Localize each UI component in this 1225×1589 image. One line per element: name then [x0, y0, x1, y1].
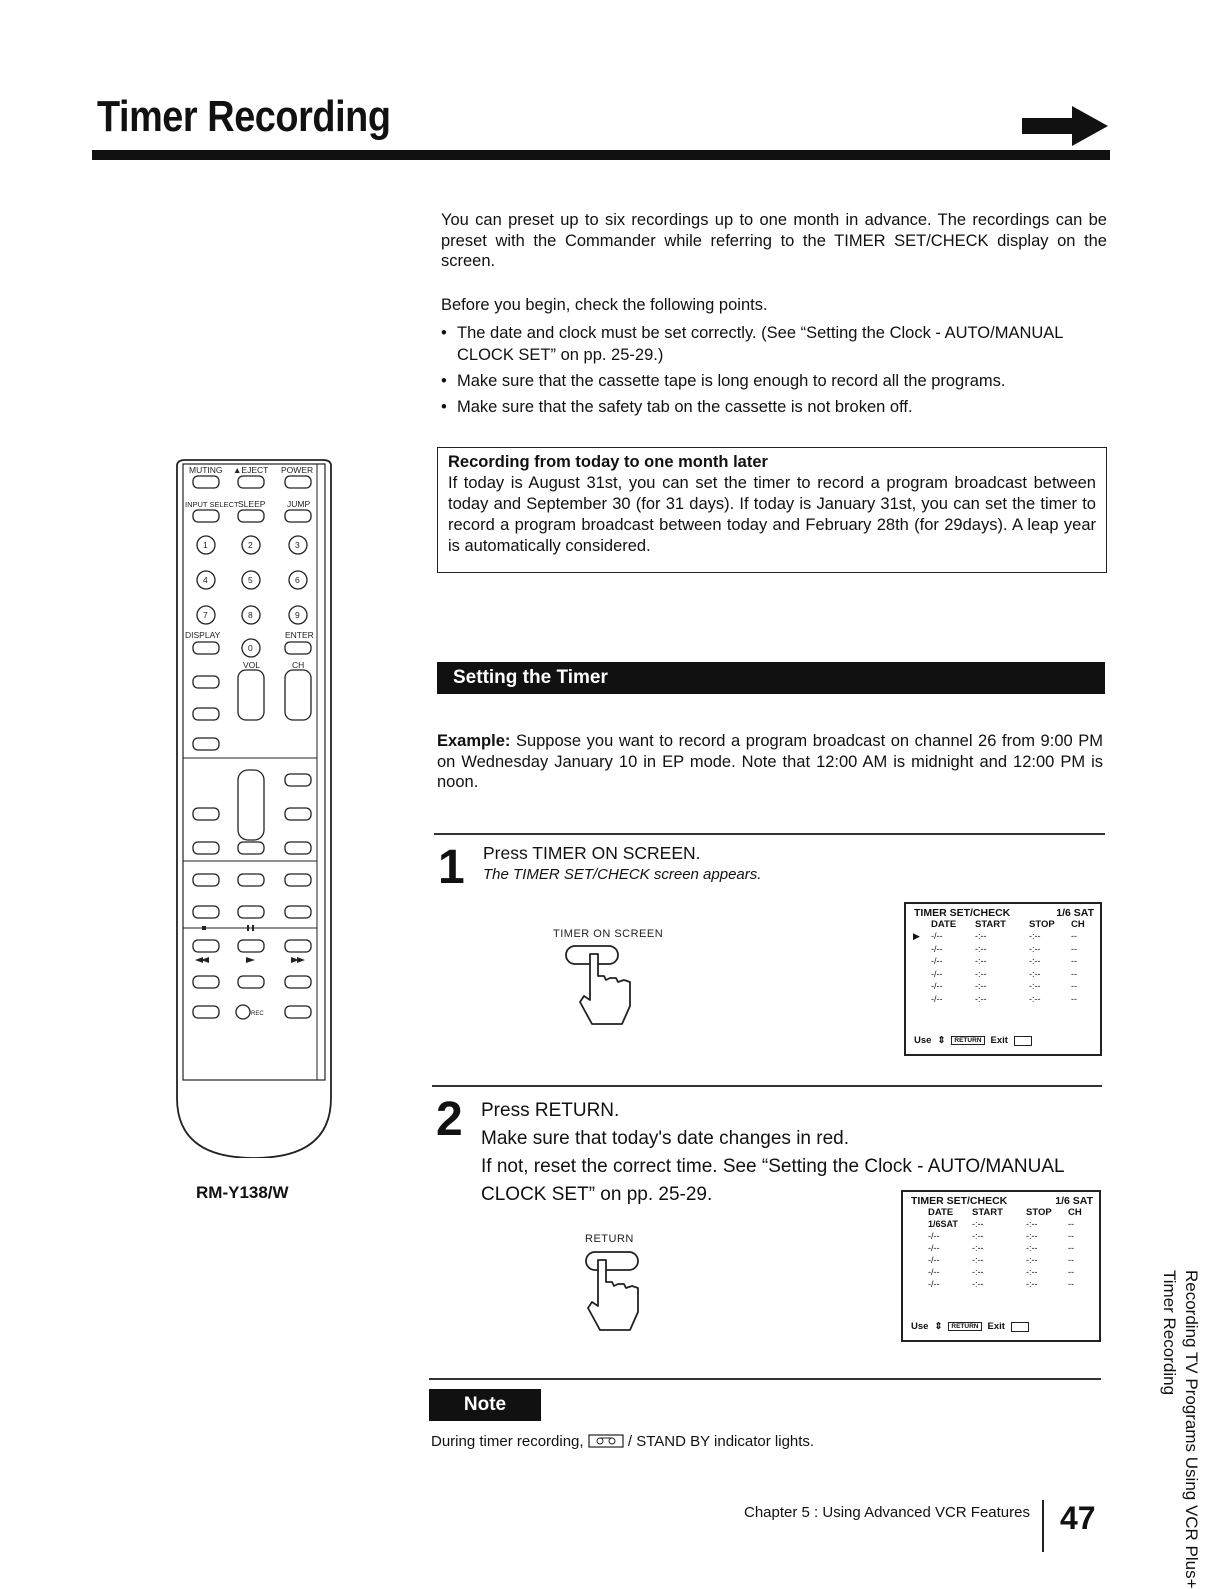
screen-footer-exit: Exit — [990, 1035, 1008, 1046]
note-text-part: / STAND BY indicator lights. — [623, 1433, 815, 1450]
updown-icon: ⇕ — [934, 1321, 943, 1332]
remote-control-illustration — [171, 458, 337, 1158]
timer-key-icon — [1011, 1322, 1029, 1332]
screen-title: TIMER SET/CHECK — [914, 907, 1011, 919]
col-header: CH — [1071, 919, 1085, 930]
side-tab-label: Timer Recording — [1160, 1270, 1179, 1396]
checklist-item: • Make sure that the safety tab on the cassette is not broken off. — [441, 396, 1107, 418]
remote-label: POWER — [281, 465, 314, 475]
step-result: The TIMER SET/CHECK screen appears. — [483, 866, 762, 883]
remote-digit: 6 — [295, 575, 300, 585]
note-label: Note — [429, 1389, 541, 1421]
footer-divider — [1042, 1500, 1044, 1552]
checklist — [441, 322, 1107, 418]
remote-label: INPUT SELECT — [185, 500, 239, 509]
remote-label: SLEEP — [238, 499, 266, 509]
table-row: 1/6SAT -:-- -:-- -- — [928, 1219, 1074, 1229]
info-box — [437, 447, 1107, 573]
page-number: 47 — [1060, 1500, 1096, 1536]
remote-label: ENTER — [285, 630, 314, 640]
col-header: STOP — [1029, 919, 1055, 930]
col-header: DATE — [931, 919, 957, 930]
remote-digit: 7 — [203, 610, 208, 620]
example-label: Example: — [437, 732, 511, 750]
checklist-item: • Make sure that the cassette tape is long enough to record all the programs. — [441, 370, 1107, 392]
timer-setcheck-screen-1 — [904, 902, 1102, 1056]
note-divider — [429, 1378, 1101, 1380]
table-row: -/-- -:-- -:-- -- — [928, 1279, 1074, 1289]
col-header: START — [975, 919, 1006, 930]
section-banner — [437, 662, 1105, 694]
screen-counter: 1/6 SAT — [1056, 907, 1094, 919]
cursor-arrow-icon: ▶ — [913, 931, 920, 941]
chapter-footer: Chapter 5 : Using Advanced VCR Features — [744, 1504, 1030, 1521]
step-number: 1 — [438, 841, 465, 894]
example-paragraph — [437, 731, 1103, 793]
remote-model-label: RM-Y138/W — [196, 1183, 289, 1202]
side-tab — [1141, 1270, 1201, 1589]
section-heading: Setting the Timer — [453, 667, 608, 688]
remote-label: DISPLAY — [185, 630, 221, 640]
timer-setcheck-screen-2 — [901, 1190, 1101, 1342]
col-header: DATE — [928, 1207, 954, 1218]
remote-label: JUMP — [287, 499, 311, 509]
step-line: CLOCK SET” on pp. 25-29. — [481, 1184, 713, 1205]
step-divider — [434, 833, 1105, 835]
remote-digit: 9 — [295, 610, 300, 620]
remote-digit: 8 — [248, 610, 253, 620]
title-rule — [92, 150, 1110, 160]
checklist-item: • The date and clock must be set correctly. (See “Setting the Clock - AUTO/MANUAL CLOCK SET” on pp. 25-29.) — [441, 322, 1107, 366]
page-title: Timer Recording — [97, 92, 391, 141]
col-header: STOP — [1026, 1207, 1052, 1218]
note-text — [431, 1433, 814, 1450]
next-page-arrow-icon — [1020, 106, 1110, 146]
step-divider — [432, 1085, 1102, 1087]
step-line: Press RETURN. — [481, 1100, 620, 1121]
before-you-begin — [441, 295, 1107, 422]
remote-digit: 3 — [295, 540, 300, 550]
col-header: START — [972, 1207, 1003, 1218]
table-row: -/-- -:-- -:-- -- — [931, 968, 1077, 979]
table-row: -/-- -:-- -:-- -- — [928, 1267, 1074, 1277]
screen-title: TIMER SET/CHECK — [911, 1195, 1008, 1207]
table-row: -/-- -:-- -:-- -- — [928, 1255, 1074, 1265]
button-label: RETURN — [585, 1233, 634, 1245]
step-instruction: Press TIMER ON SCREEN. — [483, 843, 701, 863]
pressing-hand-icon — [560, 940, 650, 1032]
before-heading: Before you begin, check the following points. — [441, 296, 768, 314]
example-text: Suppose you want to record a program broadcast on channel 26 from 9:00 PM on Wednesday January 10 in EP mode. Note that 12:00 AM is midnight and 12:00 PM is noon. — [437, 732, 1103, 791]
timer-key-icon — [1014, 1036, 1032, 1046]
info-box-text: If today is August 31st, you can set the timer to record a program broadcast between today and September 30 (for 31 days). If today is January 31st, you can set the timer to record a program broadcast between today and February 28th (for 29days). A leap year is automatically considered. — [448, 474, 1096, 555]
pressing-hand-icon — [564, 1246, 654, 1338]
screen-counter: 1/6 SAT — [1055, 1195, 1093, 1207]
button-label: TIMER ON SCREEN — [553, 928, 664, 940]
side-tab-label: Recording TV Programs Using VCR Plus+ — [1182, 1270, 1201, 1589]
step-number: 2 — [436, 1093, 463, 1146]
col-header: CH — [1068, 1207, 1082, 1218]
table-row: -/-- -:-- -:-- -- — [931, 931, 1077, 941]
remote-label: ▲EJECT — [233, 465, 269, 475]
info-box-heading: Recording from today to one month later — [448, 453, 768, 471]
note-text-part: During timer recording, — [431, 1433, 588, 1450]
table-row: -/-- -:-- -:-- -- — [931, 943, 1077, 954]
screen-footer-use: Use — [914, 1035, 932, 1046]
table-row: -/-- -:-- -:-- -- — [931, 981, 1077, 991]
intro-paragraph: You can preset up to six recordings up to one month in advance. The recordings can be preset with the Commander while referring to the TIMER SET/CHECK display on the screen. — [441, 211, 1107, 270]
table-row: -/-- -:-- -:-- -- — [931, 993, 1077, 1004]
return-key-icon: RETURN — [948, 1322, 981, 1331]
timer-indicator-icon — [588, 1434, 624, 1448]
table-row: -/-- -:-- -:-- -- — [928, 1231, 1074, 1241]
remote-digit: 4 — [203, 575, 208, 585]
remote-label: VOL — [243, 660, 261, 670]
remote-label: MUTING — [189, 465, 223, 475]
remote-digit: 2 — [248, 540, 253, 550]
table-row: -/-- -:-- -:-- -- — [931, 956, 1077, 966]
step-line: If not, reset the correct time. See “Setting the Clock - AUTO/MANUAL — [481, 1156, 1065, 1177]
remote-label: REC — [251, 1011, 264, 1017]
remote-digit: 0 — [248, 643, 253, 653]
step-line: Make sure that today's date changes in red. — [481, 1128, 850, 1149]
updown-icon: ⇕ — [937, 1035, 946, 1046]
screen-footer-use: Use — [911, 1321, 929, 1332]
remote-digit: 5 — [248, 575, 253, 585]
table-row: -/-- -:-- -:-- -- — [928, 1243, 1074, 1253]
screen-footer-exit: Exit — [987, 1321, 1005, 1332]
remote-label: CH — [292, 660, 305, 670]
remote-digit: 1 — [203, 540, 208, 550]
return-key-icon: RETURN — [951, 1036, 984, 1045]
